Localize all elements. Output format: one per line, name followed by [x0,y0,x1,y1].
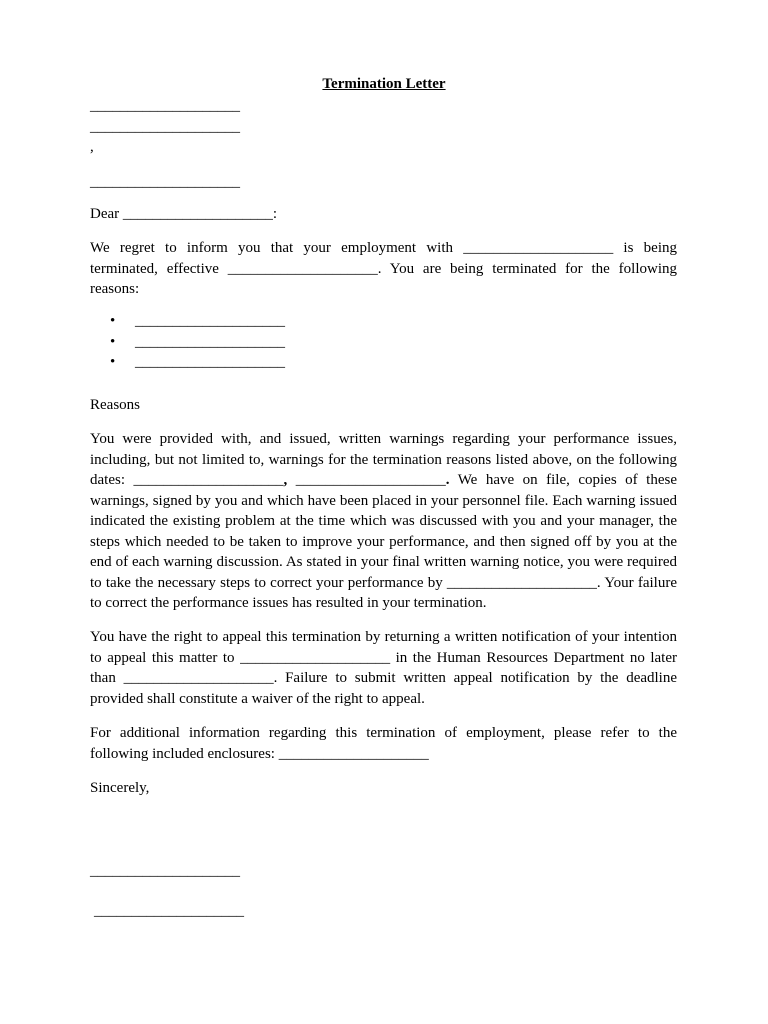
closing: Sincerely, [90,780,150,796]
address-line-3: ____________________ [90,174,240,190]
warnings-period: . [445,472,450,488]
warnings-text-1: You were provided with, and issued, written warnings regarding your performance issues, including, but not limited to, warnings for the termination reasons listed above, on the following dates: ____________________ [90,431,677,488]
bullet-icon: • [110,313,116,329]
bullet-icon: • [110,354,116,370]
greeting: Dear ____________________: [90,206,278,222]
address-comma: , [90,139,94,155]
bullet-icon: • [110,333,116,350]
enclosures-paragraph: For additional information regarding this termination of employment, please refer to the following included enclosures: ____________________ [90,725,677,762]
address-line-1: ____________________ [90,98,240,114]
reasons-heading: Reasons [90,397,140,413]
reason-blank: ____________________ [135,313,285,329]
list-item [90,332,285,353]
address-line-2: ____________________ [90,119,240,135]
list-item [90,352,285,373]
warnings-text-3: We have on file, copies of these warnings, signed by you and which have been placed in your personnel file. Each warning issued indicated the existing problem at the time which was discussed with you and your manager, the steps which needed to be taken to improve your performance, and then signed off by you at the end of each warning discussion. As stated in your final written warning notice, you were required to take the necessary steps to correct your performance by ____________________. Your failure to correct the performance issues has resulted in your termination. [90,472,677,611]
reason-blank: ____________________ [135,354,285,370]
name-line: ____________________ [94,903,244,919]
list-item [90,311,285,332]
signature-line: ____________________ [90,863,240,879]
appeal-paragraph: You have the right to appeal this termination by returning a written notification of your intention to appeal this matter to ____________________ in the Human Resources Department no later than ____________________. Failure to submit written appeal notification by the deadline provided shall constitute a waiver of the right to appeal. [90,629,677,707]
warnings-comma: , [283,472,288,488]
document-title: Termination Letter [322,76,446,92]
warnings-text-2: ____________________ [287,472,446,488]
reason-blank: ____________________ [135,333,285,350]
warnings-paragraph [90,429,677,614]
intro-paragraph: We regret to inform you that your employment with ____________________ is being terminated, effective ____________________. You are being terminated for the following reasons: [90,240,677,297]
reasons-list [90,311,285,373]
